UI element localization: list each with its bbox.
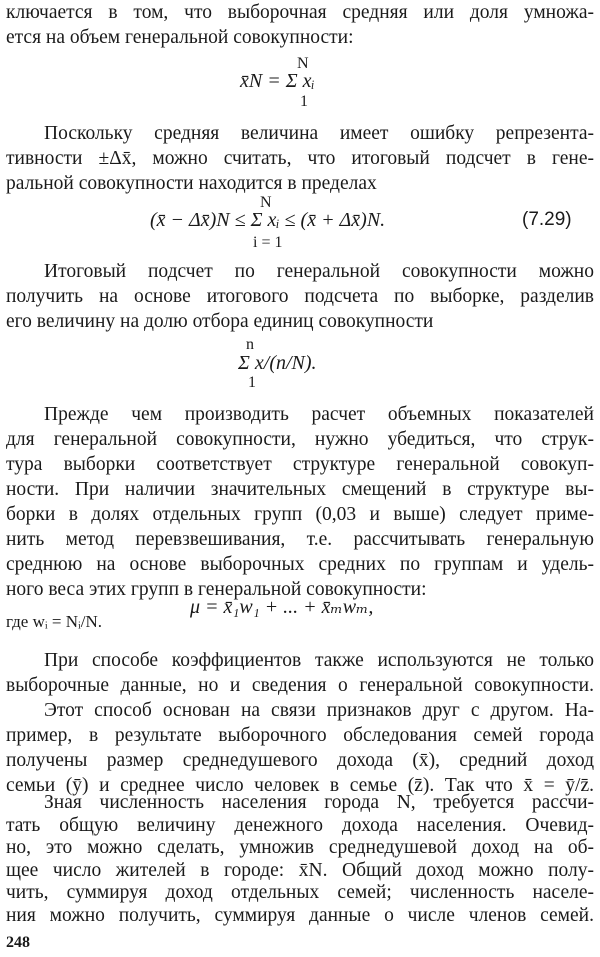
formula-1: x̄N = Σ xᵢ (240, 70, 315, 92)
formula-3-upper-limit: n (246, 336, 254, 353)
text-line: Зная численность населения города N, требуется рассчи- (44, 792, 594, 813)
text-line: ральной совокупности находится в пределах (6, 173, 377, 194)
text-line: для генеральной совокупности, нужно убедиться, что струк- (6, 429, 594, 450)
text-line: Итоговый подсчет по генеральной совокупности можно (44, 261, 594, 282)
formula-3-lower-limit: 1 (248, 374, 256, 391)
text-line: получены размер среднедушевого дохода (x̄), средний доход (6, 750, 594, 771)
text-line: При способе коэффициентов также используются не только (44, 650, 594, 671)
text-line: чить, суммируя доход отдельных семей; численность населе- (6, 882, 594, 903)
text-line: борки в долях отдельных групп (0,03 и выше) следует приме- (6, 504, 594, 525)
formula-4: μ = x̄₁w₁ + ... + x̄ₘwₘ, (190, 596, 374, 618)
formula-2-lower-limit: i = 1 (253, 234, 283, 251)
text-line: ключается в том, что выборочная средняя или доля умножа- (6, 2, 594, 23)
text-line: Поскольку средняя величина имеет ошибку репрезента- (44, 123, 594, 144)
text-line: среднюю на основе выборочных средних по группам и удель- (6, 554, 594, 575)
text-line: Этот способ основан на связи признаков друг с другом. На- (44, 700, 594, 721)
formula-1-upper-limit: N (297, 55, 309, 72)
page-number: 248 (6, 934, 30, 951)
formula-2-upper-limit: N (260, 194, 272, 211)
formula-3: Σ x/(n/N). (238, 352, 317, 374)
text-line: ности. При наличии значительных смещений в структуре вы- (6, 479, 594, 500)
text-line: щее число жителей в городе: x̄N. Общий доход можно полу- (6, 859, 594, 881)
text-line: тура выборки соответствует структуре генеральной совокуп- (6, 454, 594, 475)
equation-number: (7.29) (522, 209, 572, 230)
text-line: ется на объем генеральной совокупности: (6, 27, 354, 48)
formula-1-lower-limit: 1 (300, 93, 308, 110)
text-line: тивности ±Δx̄, можно считать, что итоговый подсчет в гене- (6, 148, 594, 169)
text-line: пример, в результате выборочного обследования семей города (6, 725, 594, 746)
text-line: выборочные данные, но и сведения о генеральной совокупности. (6, 675, 594, 696)
where-clause: где wᵢ = Nᵢ/N. (6, 612, 103, 631)
text-line: тать общую величину денежного дохода населения. Очевид- (6, 814, 594, 836)
text-line: его величину на долю отбора единиц совокупности (6, 311, 434, 332)
text-line: ного веса этих групп в генеральной совокупности: (6, 579, 427, 600)
formula-2: (x̄ − Δx̄)N ≤ Σ xᵢ ≤ (x̄ + Δx̄)N. (150, 209, 386, 231)
text-line: ния можно получить, суммируя данные о числе членов семей. (6, 904, 594, 926)
text-line: но, это можно сделать, умножив среднедушевой доход на об- (6, 837, 594, 858)
text-line: Прежде чем производить расчет объемных показателей (44, 404, 594, 425)
text-line: семьи (ȳ) и среднее число человек в семье (z̄). Так что x̄ = ȳ/z̄. (6, 775, 594, 796)
text-line: нить метод перевзвешивания, т.е. рассчитывать генеральную (6, 529, 594, 550)
text-line: получить на основе итогового подсчета по выборке, разделив (6, 286, 594, 307)
